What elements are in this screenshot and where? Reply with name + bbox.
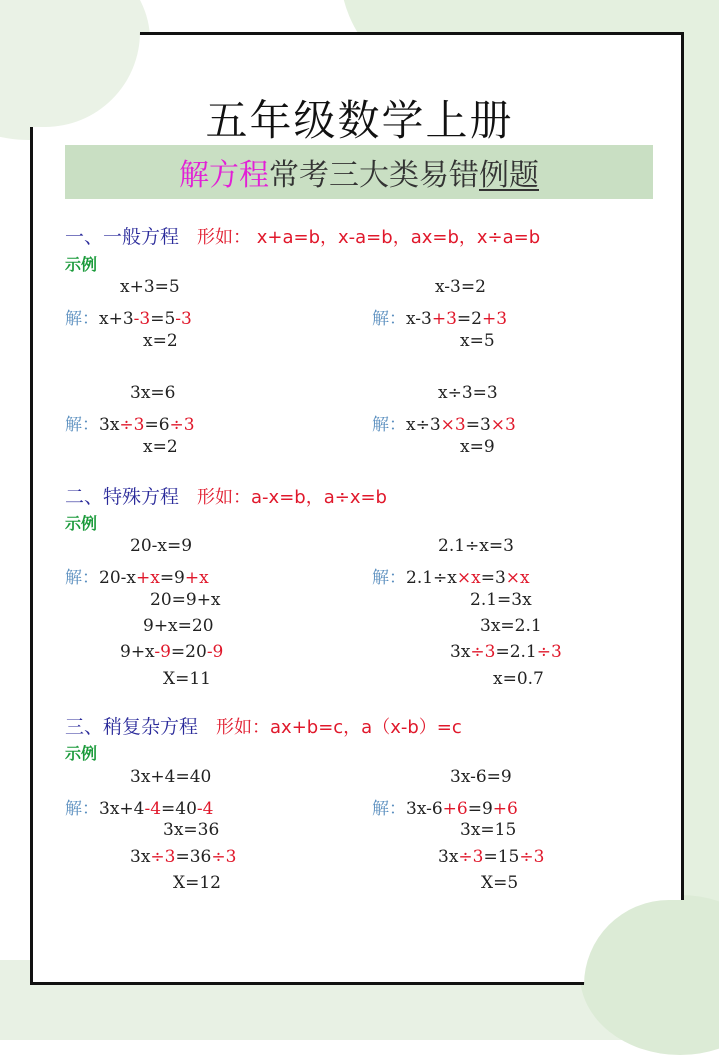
solve-label: 解：	[65, 309, 99, 329]
operation-term: -4	[144, 799, 162, 819]
operation-term: +3	[431, 309, 457, 329]
operation-term: +6	[442, 799, 468, 819]
expression-term: =20	[170, 642, 207, 662]
s2-right-equation: 2.1÷x=3	[438, 536, 514, 556]
s2-left-answer: X=11	[163, 669, 211, 689]
subtitle-underlined: 例题	[479, 158, 539, 193]
operation-term: ÷3	[119, 415, 145, 435]
s3-left-step-2: 3x=36	[163, 820, 220, 840]
expression-term: =15	[483, 847, 520, 867]
expression-term: 3x-6	[406, 799, 443, 819]
s3-left-work-1	[65, 794, 213, 819]
solve-label: 解：	[372, 415, 406, 435]
section-1-heading	[65, 222, 540, 249]
operation-term: ÷3	[150, 847, 176, 867]
expression-term: =9	[467, 799, 493, 819]
s3-right-work-1	[372, 794, 518, 819]
s1-left-1-answer: x=2	[143, 331, 178, 351]
s2-left-step-3: 9+x=20	[143, 616, 214, 636]
s2-left-step-2: 20=9+x	[150, 590, 221, 610]
s2-right-answer: x=0.7	[493, 669, 544, 689]
work-expression	[99, 568, 209, 588]
expression-term: =3	[480, 568, 506, 588]
work-expression	[130, 847, 236, 867]
section-1-example-label: 示例	[65, 255, 98, 274]
section-1-name: 一、一般方程	[65, 226, 180, 248]
s1-right-1-equation: x-3=2	[435, 277, 486, 297]
work-expression	[99, 415, 195, 435]
operation-term: ÷3	[470, 642, 496, 662]
operation-term: +3	[481, 309, 508, 329]
subtitle-banner	[65, 145, 653, 199]
operation-term: -9	[206, 642, 224, 662]
operation-term: -4	[196, 799, 214, 819]
solve-label: 解：	[65, 415, 99, 435]
operation-term: ÷3	[211, 847, 237, 867]
section-2-form: 形如：a-x=b，a÷x=b	[197, 487, 387, 508]
expression-term: =40	[161, 799, 197, 819]
work-expression	[99, 309, 192, 329]
expression-term: =3	[465, 415, 491, 435]
operation-term: ÷3	[169, 415, 195, 435]
s3-right-equation: 3x-6=9	[450, 767, 512, 787]
solve-label: 解：	[372, 799, 406, 819]
solve-label: 解：	[372, 568, 406, 588]
expression-term: 3x	[438, 847, 459, 867]
s1-left-2-answer: x=2	[143, 437, 178, 457]
expression-term: 2.1÷x	[406, 568, 457, 588]
operation-term: ÷3	[536, 642, 562, 662]
section-2-name: 二、特殊方程	[65, 486, 180, 508]
section-2-example-label: 示例	[65, 514, 98, 533]
s1-right-1-work	[372, 304, 507, 329]
s3-left-equation: 3x+4=40	[130, 767, 212, 787]
s2-right-step-2: 2.1=3x	[470, 590, 532, 610]
work-expression	[438, 847, 544, 867]
operation-term: ÷3	[458, 847, 484, 867]
section-1-form: 形如： x+a=b，x-a=b，ax=b，x÷a=b	[197, 227, 541, 248]
expression-term: =5	[150, 309, 176, 329]
expression-term: =9	[159, 568, 185, 588]
expression-term: 3x+4	[99, 799, 145, 819]
section-3-heading	[65, 712, 462, 739]
operation-term: ×x	[456, 568, 481, 588]
operation-term: +x	[184, 568, 209, 588]
s1-left-2-work	[65, 410, 195, 435]
decor-corner-bottom-right	[584, 900, 684, 985]
work-expression	[406, 415, 516, 435]
operation-term: -3	[175, 309, 192, 329]
operation-term: ×3	[440, 415, 466, 435]
operation-term: +x	[135, 568, 160, 588]
s1-left-2-equation: 3x=6	[130, 383, 176, 403]
expression-term: 9+x	[120, 642, 155, 662]
s1-right-2-answer: x=9	[460, 437, 495, 457]
work-expression	[406, 799, 518, 819]
solve-label: 解：	[372, 309, 406, 329]
section-3-name: 三、稍复杂方程	[65, 716, 199, 738]
expression-term: =36	[175, 847, 212, 867]
s2-right-work-2	[450, 642, 562, 662]
operation-term: -9	[154, 642, 171, 662]
expression-term: x+3	[99, 309, 134, 329]
s3-right-work-2	[438, 847, 544, 867]
s2-right-work-1	[372, 563, 530, 588]
operation-term: ×3	[490, 415, 516, 435]
expression-term: x-3	[406, 309, 432, 329]
subtitle-highlight: 解方程	[179, 158, 269, 193]
s2-left-work-2	[120, 642, 223, 662]
subtitle-text: 常考三大类易错	[269, 158, 479, 193]
solve-label: 解：	[65, 568, 99, 588]
expression-term: =2.1	[495, 642, 537, 662]
s3-right-step-2: 3x=15	[460, 820, 517, 840]
expression-term: =6	[144, 415, 170, 435]
expression-term: 20-x	[99, 568, 136, 588]
expression-term: 3x	[130, 847, 151, 867]
work-expression	[120, 642, 223, 662]
s2-right-step-3: 3x=2.1	[480, 616, 542, 636]
expression-term: 3x	[450, 642, 471, 662]
s3-left-answer: X=12	[173, 873, 221, 893]
expression-term: x÷3	[406, 415, 441, 435]
s1-left-1-equation: x+3=5	[120, 277, 180, 297]
section-3-form: 形如：ax+b=c，a（x-b）=c	[216, 717, 462, 738]
work-expression	[406, 309, 507, 329]
operation-term: -3	[133, 309, 151, 329]
work-expression	[406, 568, 530, 588]
s3-left-work-2	[130, 847, 236, 867]
section-2-heading	[65, 482, 387, 509]
s1-left-1-work	[65, 304, 192, 329]
work-expression	[99, 799, 213, 819]
s2-left-equation: 20-x=9	[130, 536, 193, 556]
operation-term: ×x	[505, 568, 530, 588]
solve-label: 解：	[65, 799, 99, 819]
section-3-example-label: 示例	[65, 744, 98, 763]
s1-right-2-work	[372, 410, 516, 435]
s2-left-work-1	[65, 563, 209, 588]
expression-term: =2	[456, 309, 482, 329]
operation-term: +6	[492, 799, 518, 819]
s1-right-1-answer: x=5	[460, 331, 495, 351]
work-expression	[450, 642, 562, 662]
operation-term: ÷3	[519, 847, 545, 867]
s3-right-answer: X=5	[481, 873, 519, 893]
page-title: 五年级数学上册	[205, 96, 514, 145]
expression-term: 3x	[99, 415, 120, 435]
s1-right-2-equation: x÷3=3	[438, 383, 498, 403]
